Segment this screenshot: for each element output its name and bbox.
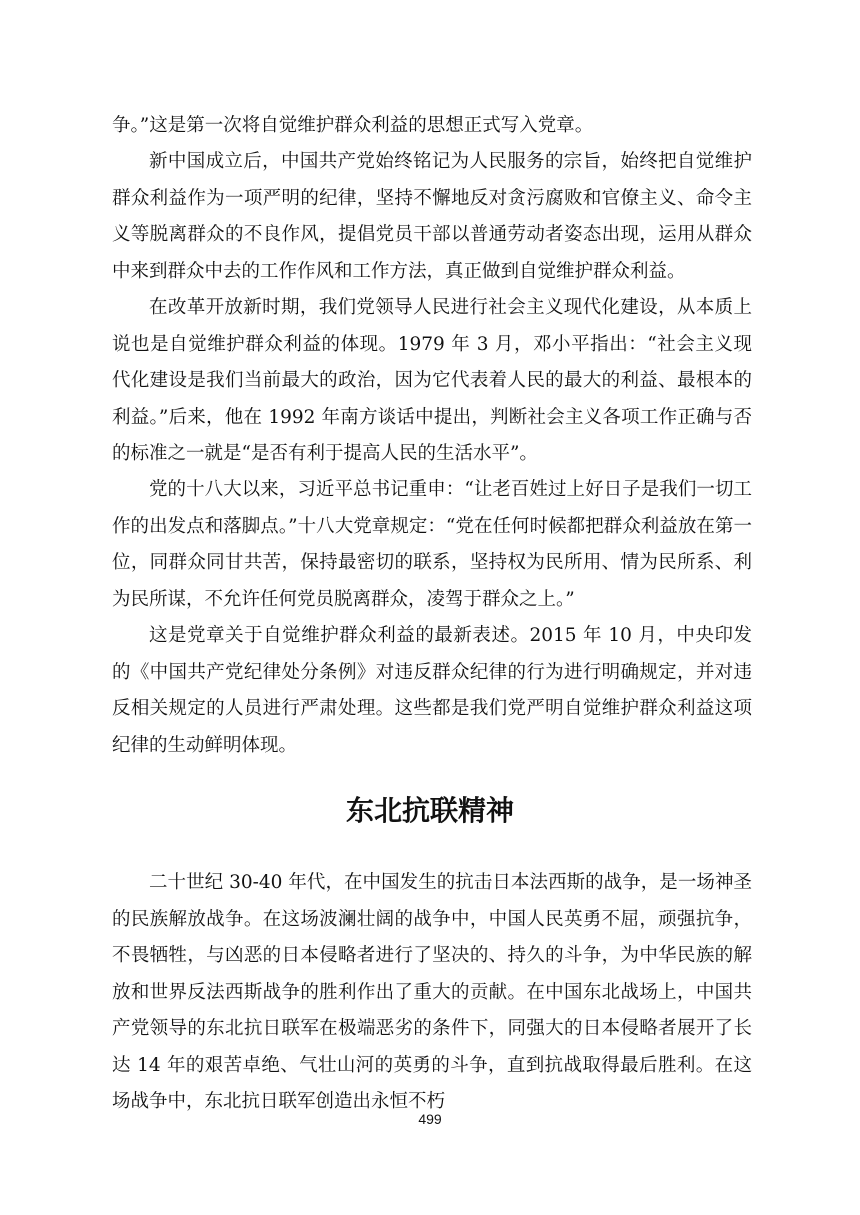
paragraph-latest-statement: 这是党章关于自觉维护群众利益的最新表述。2015 年 10 月，中央印发的《中国共产党纪律处分条例》对违反群众纪律的行为进行明确规定，并对违反相关规定的人员进行严肃处理。这些都是我们党严明自觉维护群众利益这项纪律的生动鲜明体现。 [112, 625, 752, 756]
page-number: 499 [418, 1111, 442, 1127]
paragraph-reform-era: 在改革开放新时期，我们党领导人民进行社会主义现代化建设，从本质上说也是自觉维护群众利益的体现。1979 年 3 月，邓小平指出：“社会主义现代化建设是我们当前最大的政治，因为它代表着人民的最大的利益、最根本的利益。”后来，他在 1992 年南方谈话中提出，判断社会主义各项工作正确与否的标准之一就是“是否有利于提高人民的生活水平”。 [112, 297, 752, 464]
section-title: 东北抗联精神 [345, 794, 514, 827]
paragraph-northeast-anti-japanese: 二十世纪 30-40 年代，在中国发生的抗击日本法西斯的战争，是一场神圣的民族解放战争。在这场波澜壮阔的战争中，中国人民英勇不屈，顽强抗争，不畏牺牲，与凶恶的日本侵略者进行了坚决的、持久的斗争，为中华民族的解放和世界反法西斯战争的胜利作出了重大的贡献。在中国东北战场上，中国共产党领导的东北抗日联军在极端恶劣的条件下，同强大的日本侵略者展开了长达 14 年的艰苦卓绝、气壮山河的英勇的斗争，直到抗战取得最后胜利。在这场战争中，东北抗日联军创造出永恒不朽 [112, 872, 752, 1112]
paragraph-eighteenth-congress: 党的十八大以来，习近平总书记重申：“让老百姓过上好日子是我们一切工作的出发点和落脚点。”十八大党章规定：“党在任何时候都把群众利益放在第一位，同群众同甘共苦，保持最密切的联系，坚持权为民所用、情为民所系、利为民所谋，不允许任何党员脱离群众，凌驾于群众之上。” [112, 479, 752, 610]
paragraph-continuation: 争。”这是第一次将自觉维护群众利益的思想正式写入党章。 [112, 115, 594, 136]
paragraph-new-china: 新中国成立后，中国共产党始终铭记为人民服务的宗旨，始终把自觉维护群众利益作为一项严明的纪律，坚持不懈地反对贪污腐败和官僚主义、命令主义等脱离群众的不良作风，提倡党员干部以普通劳动者姿态出现，运用从群众中来到群众中去的工作作风和工作方法，真正做到自觉维护群众利益。 [112, 151, 752, 282]
